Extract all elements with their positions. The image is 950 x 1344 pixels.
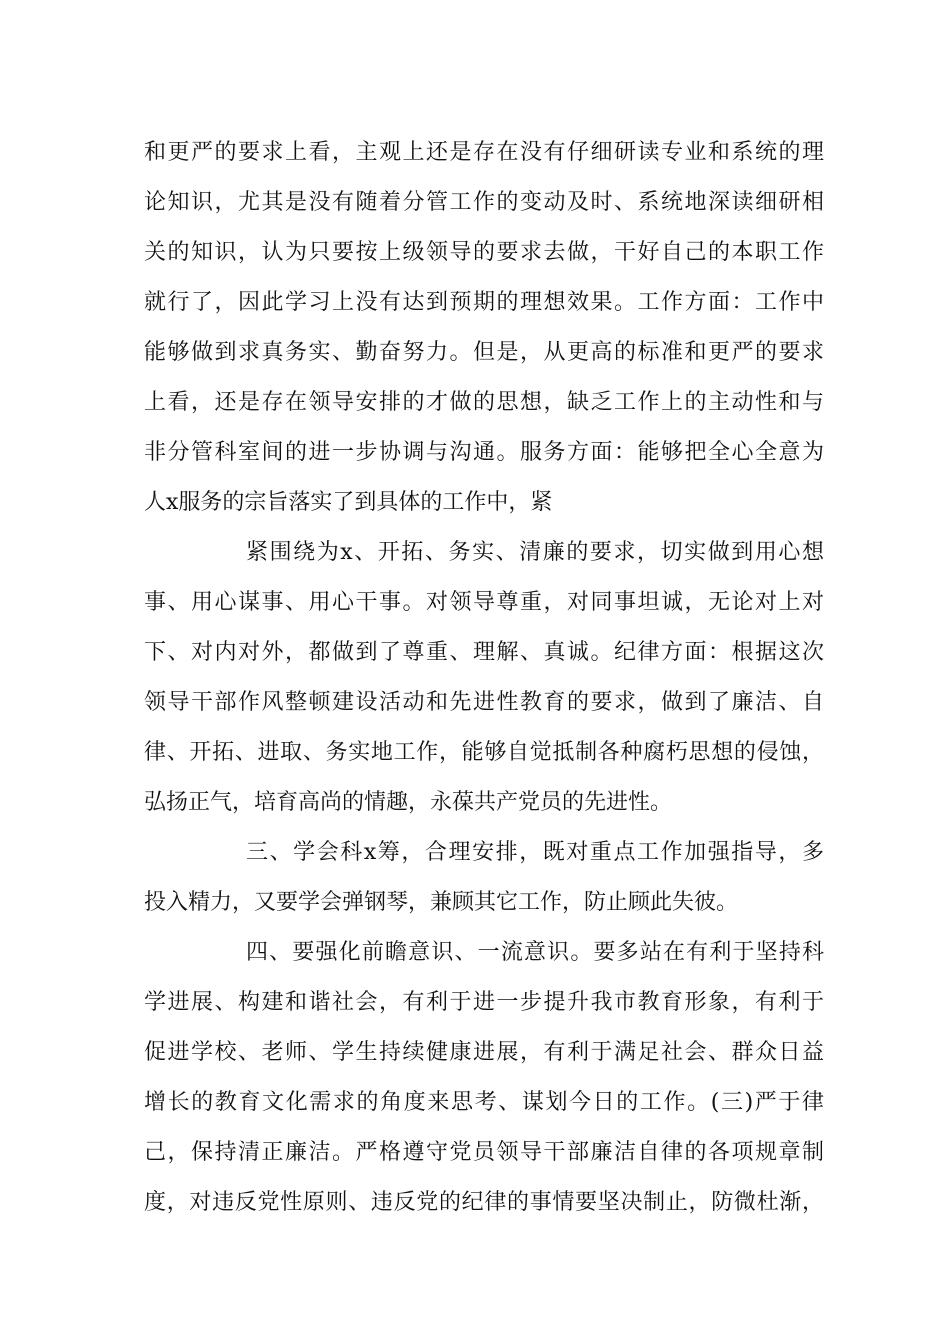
- text-line: 上看，还是存在领导安排的才做的思想，缺乏工作上的主动性和与: [144, 390, 824, 415]
- text-line: 关的知识，认为只要按上级领导的要求去做，干好自己的本职工作: [144, 240, 824, 265]
- text-line: 投入精力，又要学会弹钢琴，兼顾其它工作，防止顾此失彼。: [144, 890, 739, 915]
- text-line: 人x服务的宗旨落实了到具体的工作中，紧: [144, 490, 553, 515]
- text-line: 弘扬正气，培育高尚的情趣，永葆共产党员的先进性。: [144, 790, 673, 815]
- text-line: 度，对违反党性原则、违反党的纪律的事情要坚决制止，防微杜渐，: [144, 1190, 824, 1215]
- paragraph-first-line: 紧围绕为x、开拓、务实、清廉的要求，切实做到用心想: [246, 540, 824, 565]
- text-line: 下、对内对外，都做到了尊重、理解、真诚。纪律方面：根据这次: [144, 640, 824, 665]
- text-line: 事、用心谋事、用心干事。对领导尊重，对同事坦诚，无论对上对: [144, 590, 824, 615]
- text-line: 就行了，因此学习上没有达到预期的理想效果。工作方面：工作中: [144, 290, 824, 315]
- text-line: 增长的教育文化需求的角度来思考、谋划今日的工作。(三)严于律: [144, 1090, 824, 1115]
- text-line: 律、开拓、进取、务实地工作，能够自觉抵制各种腐朽思想的侵蚀，: [144, 740, 824, 765]
- text-line: 论知识，尤其是没有随着分管工作的变动及时、系统地深读细研相: [144, 190, 824, 215]
- text-line: 领导干部作风整顿建设活动和先进性教育的要求，做到了廉洁、自: [144, 690, 824, 715]
- text-line: 能够做到求真务实、勤奋努力。但是，从更高的标准和更严的要求: [144, 340, 824, 365]
- text-line: 促进学校、老师、学生持续健康进展，有利于满足社会、群众日益: [144, 1040, 824, 1065]
- paragraph-first-line: 四、要强化前瞻意识、一流意识。要多站在有利于坚持科: [246, 940, 824, 965]
- paragraph-first-line: 三、学会科x筹，合理安排，既对重点工作加强指导，多: [246, 840, 824, 865]
- text-line: 非分管科室间的进一步协调与沟通。服务方面：能够把全心全意为: [144, 440, 824, 465]
- text-line: 己，保持清正廉洁。严格遵守党员领导干部廉洁自律的各项规章制: [144, 1140, 824, 1165]
- text-line: 和更严的要求上看，主观上还是存在没有仔细研读专业和系统的理: [144, 140, 824, 165]
- text-line: 学进展、构建和谐社会，有利于进一步提升我市教育形象，有利于: [144, 990, 824, 1015]
